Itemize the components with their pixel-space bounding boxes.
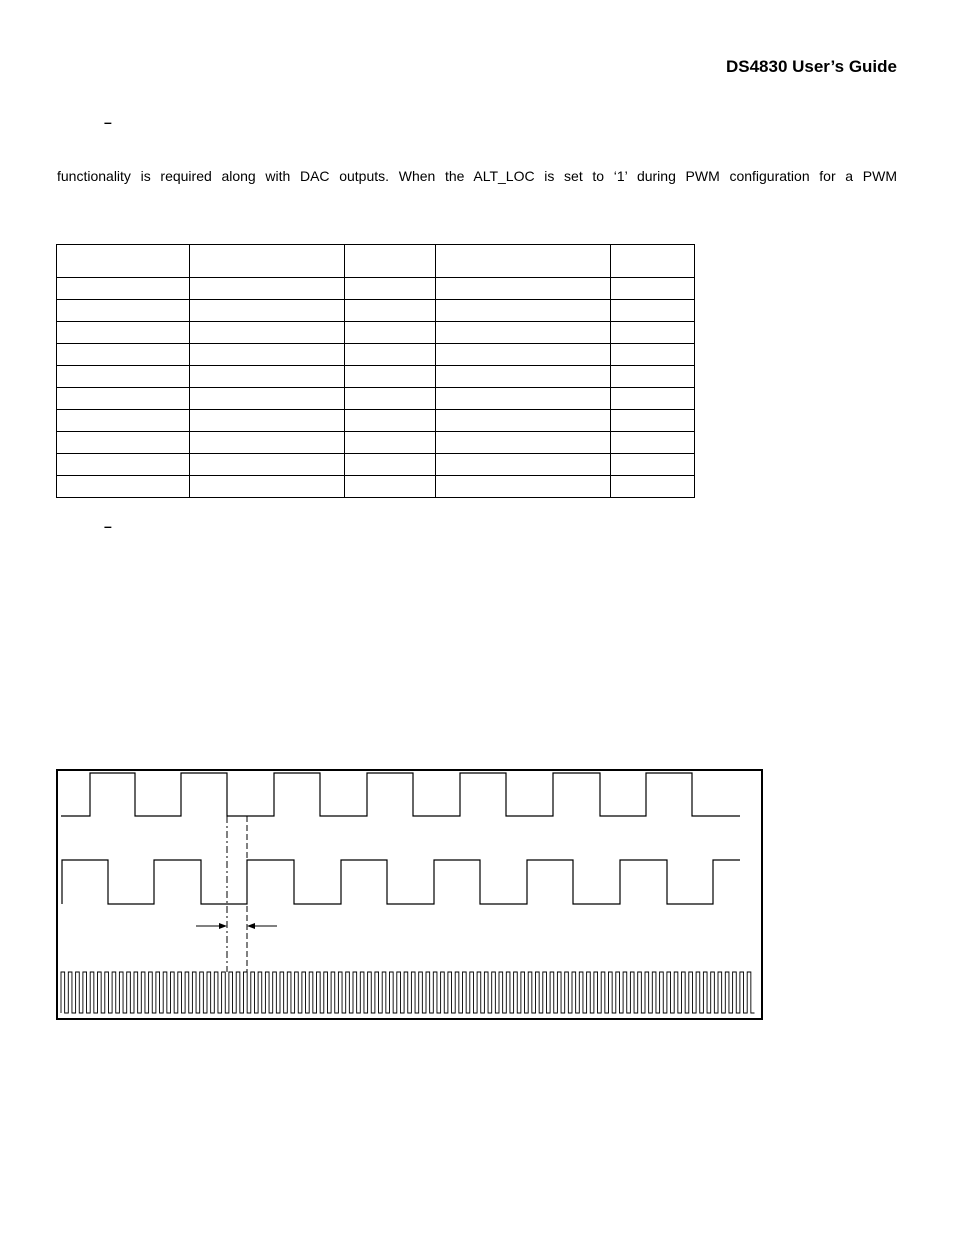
pwm-register-table bbox=[56, 244, 695, 498]
clock-waveform bbox=[61, 972, 755, 1013]
table-cell bbox=[57, 432, 190, 454]
table-cell bbox=[345, 366, 436, 388]
table-header-cell bbox=[190, 245, 345, 278]
table-header-cell bbox=[57, 245, 190, 278]
pwm-waveform-1 bbox=[61, 773, 740, 816]
table-cell bbox=[345, 344, 436, 366]
table-row bbox=[57, 278, 695, 300]
table-cell bbox=[611, 278, 695, 300]
table-cell bbox=[57, 410, 190, 432]
table-cell bbox=[190, 454, 345, 476]
table-cell bbox=[345, 300, 436, 322]
table-cell bbox=[345, 410, 436, 432]
table-cell bbox=[611, 366, 695, 388]
table-cell bbox=[436, 322, 611, 344]
table-cell bbox=[345, 388, 436, 410]
table-row bbox=[57, 476, 695, 498]
table-cell bbox=[190, 388, 345, 410]
table-cell bbox=[57, 322, 190, 344]
phase-arrowhead-right bbox=[247, 923, 255, 929]
table-cell bbox=[190, 344, 345, 366]
table-header-cell bbox=[345, 245, 436, 278]
table-cell bbox=[345, 476, 436, 498]
body-paragraph-line: functionality is required along with DAC outputs. When the ALT_LOC is set to ‘1’ during PWM configuration for a PWM bbox=[57, 168, 897, 184]
table-row bbox=[57, 388, 695, 410]
table-cell bbox=[611, 388, 695, 410]
table-cell bbox=[57, 300, 190, 322]
table-row bbox=[57, 432, 695, 454]
phase-arrowhead-left bbox=[219, 923, 227, 929]
table-cell bbox=[611, 322, 695, 344]
table-cell bbox=[57, 476, 190, 498]
table-cell bbox=[57, 388, 190, 410]
table-row bbox=[57, 344, 695, 366]
table-header-cell bbox=[611, 245, 695, 278]
table-cell bbox=[190, 410, 345, 432]
table-cell bbox=[57, 454, 190, 476]
table-cell bbox=[190, 278, 345, 300]
table-cell bbox=[436, 454, 611, 476]
table-cell bbox=[345, 432, 436, 454]
table-cell bbox=[436, 432, 611, 454]
table-cell bbox=[436, 388, 611, 410]
table-header-row bbox=[57, 245, 695, 278]
table-cell bbox=[611, 300, 695, 322]
table-cell bbox=[436, 278, 611, 300]
pwm-timing-diagram bbox=[56, 769, 764, 1021]
table-cell bbox=[57, 344, 190, 366]
table-cell bbox=[611, 344, 695, 366]
table-cell bbox=[436, 366, 611, 388]
table-cell bbox=[436, 476, 611, 498]
table-cell bbox=[436, 344, 611, 366]
table-cell bbox=[190, 476, 345, 498]
table-header-cell bbox=[436, 245, 611, 278]
table-cell bbox=[345, 322, 436, 344]
table-cell bbox=[436, 410, 611, 432]
table-cell bbox=[611, 410, 695, 432]
table-cell bbox=[57, 278, 190, 300]
table-row bbox=[57, 454, 695, 476]
table-cell bbox=[611, 476, 695, 498]
table-cell bbox=[345, 454, 436, 476]
table-row bbox=[57, 322, 695, 344]
table-cell bbox=[611, 432, 695, 454]
table-cell bbox=[436, 300, 611, 322]
table-cell bbox=[611, 454, 695, 476]
table-row bbox=[57, 366, 695, 388]
table-cell bbox=[345, 278, 436, 300]
page-header-title: DS4830 User’s Guide bbox=[725, 57, 897, 76]
table-row bbox=[57, 300, 695, 322]
table-row bbox=[57, 410, 695, 432]
pwm-waveform-2 bbox=[62, 860, 740, 904]
table-cell bbox=[190, 366, 345, 388]
table-cell bbox=[190, 322, 345, 344]
table-cell bbox=[190, 432, 345, 454]
table-cell bbox=[190, 300, 345, 322]
section-dash-marker: – bbox=[104, 518, 112, 534]
section-dash-marker: – bbox=[104, 114, 112, 130]
table-cell bbox=[57, 366, 190, 388]
